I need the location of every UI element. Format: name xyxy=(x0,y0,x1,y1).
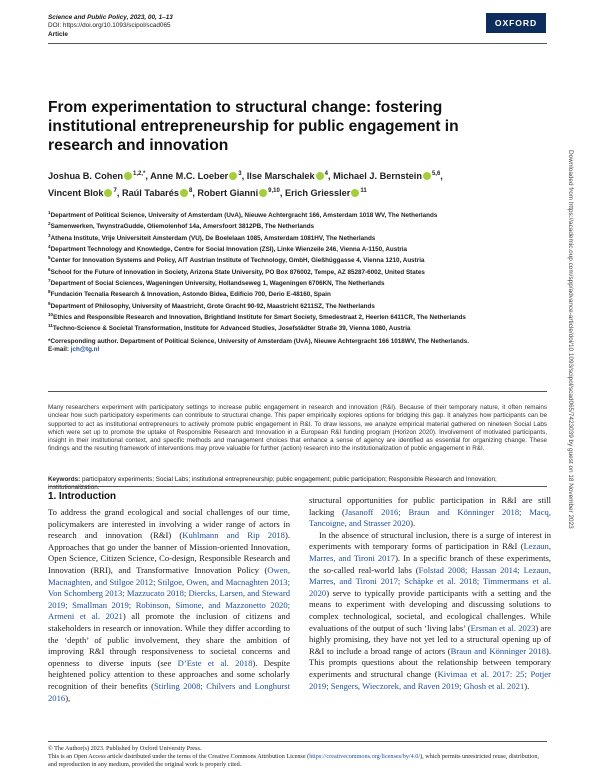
affiliation: $^4$Department Technology and Knowledge, Centre for Social Innovation (ZSI), Linke Wienzeile 246, Vienna A-1150, Austria xyxy=(48,244,408,254)
citation-link[interactable]: Kivimaa et al. 2017: 25; Potjer 2019; Sengers, Wieczorek, and Raven 2019; Ghosh et al. 2021 xyxy=(309,668,551,691)
abstract-bottom-rule xyxy=(48,486,547,487)
author-affil-ref: 5,6 xyxy=(431,171,441,177)
keywords: Keywords: participatory experiments; Social Labs; institutional entrepreneurship; public engagement; public participation; Responsible Research and Innovation; institutionalization. xyxy=(48,476,497,492)
citation-link[interactable]: Ersman et al. 2023 xyxy=(470,622,536,633)
affiliations xyxy=(48,209,548,354)
download-sidebar xyxy=(566,150,576,710)
orcid-icon[interactable] xyxy=(316,172,324,180)
author-name[interactable]: Anne M.C. Loeber xyxy=(150,171,229,182)
journal-header xyxy=(48,14,173,40)
article-type: Article xyxy=(48,31,68,39)
author-name[interactable]: Raúl Tabarés xyxy=(121,187,179,198)
abstract: Many researchers experiment with participatory settings to increase public engagement in research and innovation (R&I). Because of their temporary nature, it often remains unclear how such participatory experiments can contribute to structural change. This paper empirically explores options for bridging this gap. It analyzes how participants can be supported to act as institutional entrepreneurs to actively promote public engagement in R&I. To draw lessons, we analyze empirical material gathered on nineteen Social Labs which were set up to promote the uptake of Responsible Research and Innovation in a European R&I funding program (Horizon 2020). Involvement of motivated participants, insight in their institutional context, and specific methods and management choices that enhance a sense of agency are identified as essential for organizing change. These findings and the resulting framework of interventions may prove valuable for further (action) research into the institutionalization of public engagement in R&I. xyxy=(48,404,547,453)
article-title: From experimentation to structural change: fostering institutional entrepreneurship for public engagement in research and innovation xyxy=(48,99,459,154)
author-name[interactable]: Robert Gianni xyxy=(197,187,259,198)
license-link[interactable]: https://creativecommons.org/licenses/by/4.0/ xyxy=(309,753,421,761)
orcid-icon[interactable] xyxy=(351,189,359,197)
author-affil-ref: 7 xyxy=(113,187,117,194)
paragraph: structural opportunities for public participation in R&I are still lacking (Jasanoff 2016; Braun and Könninger 2018; Macq, Tancoigne, and Strasser 2020). xyxy=(309,495,551,529)
citation-link[interactable]: Lezaun, Marres, and Tironi 2017 xyxy=(309,541,551,563)
author-name[interactable]: Ilse Marschalek xyxy=(246,171,315,182)
author-name[interactable]: Joshua B. Cohen xyxy=(48,171,124,182)
affiliation: $^6$School for the Future of Innovation in Society, Arizona State University, PO Box 876002, Tempe, AZ 85287-6002, United States xyxy=(48,266,425,276)
author-affil-ref: 8 xyxy=(188,187,193,194)
abstract-top-rule xyxy=(48,391,547,392)
download-note: Downloaded from https://academic.oup.com/spp/advance-article/doi/10.1093/scipol/scad065/7423039 by guest on 18 November 2023 xyxy=(567,150,574,529)
author-name[interactable]: Erich Griessler xyxy=(284,187,351,198)
citation-link[interactable]: Stirling 2008; Chilvers and Longhurst 2016 xyxy=(48,680,290,703)
orcid-icon[interactable] xyxy=(423,172,431,180)
email-link[interactable]: jch@tg.nl xyxy=(70,346,100,354)
citation-link[interactable]: Jasanoff 2016; Braun and Könninger 2018; Macq, Tancoigne, and Strasser 2020 xyxy=(309,506,551,529)
section-heading: 1. Introduction xyxy=(48,491,117,502)
email-line: E-mail: jch@tg.nl xyxy=(48,346,100,354)
license-text: This is an Open Access article distributed under the terms of the Creative Commons Attribution License (https://creativecommons.org/licenses/by/4.0/), which permits unrestricted reuse, distribution, and reproduction in any medium, provided the original work is properly cited. xyxy=(48,753,540,769)
affiliation: $^2$Samenwerken, TwynstraGudde, Oliemolenhof 14a, Amersfoort 3812PB, The Netherlands xyxy=(48,221,315,231)
orcid-icon[interactable] xyxy=(229,172,237,180)
header-rule xyxy=(48,43,547,44)
affiliation: $^9$Department of Philosophy, University of Maastricht, Grote Gracht 90-92, Maastricht 6211SZ, The Netherlands xyxy=(48,300,375,310)
right-column xyxy=(309,495,551,692)
affiliation: $^3$Athena Institute, Vrije Universiteit Amsterdam (VU), De Boelelaan 1085, Amsterdam 1081HV, The Netherlands xyxy=(48,232,376,242)
author-list: Joshua B. Cohen $^{1,2,*}$, Anne M.C. Loeber $^3$, Ilse Marschalek $^4$, Michael J. Bernstein $^{5,6}$, Vincent Blok $^7$, Raúl Tabarés $^8$, Robert Gianni $^{9,10}$, Erich Griessler $^{11}$ xyxy=(48,171,443,198)
author-name[interactable]: Vincent Blok xyxy=(48,187,104,198)
paragraph: In the absence of structural inclusion, there is a surge of interest in experiments with temporary forms of participation in R&I (Lezaun, Marres, and Tironi 2017). In a specific branch of these experiments, the so-called real-world labs (Folstad 2008; Hassan 2014; Lezaun, Marres, and Tironi 2017; Schäpke et al. 2018; Timmermans et al. 2020) serve to typically provide participants with a setting and the means to experiment with developing and discussing solutions to complex technological, societal, and ecological challenges. While evaluations of the output of such ‘living labs’ (Ersman et al. 2023) are highly promising, they have not yet led to a structural opening up of R&I to include a broad range of actors (Braun and Könninger 2018). This prompts questions about the relationship between temporary experiments and structural change (Kivimaa et al. 2017: 25; Potjer 2019; Sengers, Wieczorek, and Raven 2019; Ghosh et al. 2021). xyxy=(309,529,552,691)
journal-citation: Science and Public Policy, 2023, 00, 1–13 xyxy=(48,14,173,21)
footer-rule xyxy=(48,741,547,742)
affiliation: $^{11}$Techno-Science & Societal Transformation, Institute for Advanced Studies, Josefstädter Straße 39, Vienna 1080, Austria xyxy=(48,323,411,333)
paragraph: To address the grand ecological and social challenges of our time, policymakers are interested in involving a wider range of actors in research and innovation (R&I) (Kuhlmann and Rip 2018). Approaches that go under the banner of Mission-oriented Innovation, Open Science, Citizen Science, Co-design, Responsible Research and Innovation (RRI), and Transformative Innovation Policy (Owen, Macnaghten, and Stilgoe 2012; Stilgoe, Owen, and Macnaghten 2013; Von Schomberg 2013; Mazzucato 2018; Diercks, Larsen, and Steward 2019; Smallman 2019; Robinson, Simone, and Mazzonetto 2020; Armeni et al. 2021) all promote the inclusion of citizens and stakeholders in research or innovation. While they differ according to the ‘depth’ of public involvement, they share the ambition of improving R&I through responsiveness to societal concerns and openness to diverse inputs (see D’Este et al. 2018). Despite heightened policy attention to these approaches and some scholarly recognition of their benefits (Stirling 2008; Chilvers and Longhurst 2016), xyxy=(48,507,291,703)
oxford-logo[interactable]: OXFORD xyxy=(486,13,546,33)
citation-link[interactable]: Kuhlmann and Rip 2018 xyxy=(182,530,285,541)
author-name[interactable]: Michael J. Bernstein xyxy=(333,171,422,182)
doi-link[interactable]: DOI: https://doi.org/10.1093/scipol/scad065 xyxy=(48,22,171,30)
citation-link[interactable]: Folstad 2008; Hassan 2014; Lezaun, Marres, and Tironi 2017; Schäpke et al. 2018; Timmermans et al. 2020 xyxy=(309,564,552,598)
citation-link[interactable]: Owen, Macnaghten, and Stilgoe 2012; Stilgoe, Owen, and Macnaghten 2013; Von Schomberg 2013; Mazzucato 2018; Diercks, Larsen, and Steward 2019; Smallman 2019; Robinson, Simone, and Mazzonetto 2020; Armeni et al. 2021 xyxy=(48,564,290,622)
affiliation: $^8$Fundación Tecnalia Research & Innovation, Astondo Bidea, Edificio 700, Derio E-48160, Spain xyxy=(48,289,331,299)
orcid-icon[interactable] xyxy=(180,189,188,197)
author-affil-ref: 4 xyxy=(324,171,328,177)
affiliation: $^{10}$Ethics and Responsible Research and Innovation, Brightland Institute for Smart Society, Smedestraat 2, Heerlen 6411CR, The Netherlands xyxy=(48,312,466,322)
footer xyxy=(48,745,548,770)
copyright: © The Author(s) 2023. Published by Oxford University Press. xyxy=(48,745,202,752)
affiliation: $^5$Center for Innovation Systems and Policy, AIT Austrian Institute of Technology, GmbH, Gießhüggasse 4, Vienna 1210, Austria xyxy=(48,255,425,265)
affiliation: $^1$Department of Political Science, University of Amsterdam (UvA), Nieuwe Achtergracht 166, Amsterdam 1018 WV, The Netherlands xyxy=(48,210,438,220)
author-affil-ref: 9,10 xyxy=(268,187,280,194)
author-affil-ref: 1,2,* xyxy=(133,171,146,177)
orcid-icon[interactable] xyxy=(259,189,267,197)
citation-link[interactable]: D’Este et al. 2018 xyxy=(177,657,253,668)
left-column xyxy=(48,507,290,704)
corresponding-author: *Corresponding author. Department of Political Science, University of Amsterdam (UvA), Nieuwe Achtergracht 166 1018WV, The Netherlands. xyxy=(48,337,469,345)
author-affil-ref: 3 xyxy=(238,171,242,177)
citation-link[interactable]: Braun and Könninger 2018 xyxy=(450,645,546,656)
affiliation: $^7$Department of Social Sciences, Wageningen University, Hollandseweg 1, Wageningen 6706KN, The Netherlands xyxy=(48,278,385,288)
orcid-icon[interactable] xyxy=(124,172,132,180)
author-affil-ref: 11 xyxy=(360,187,367,194)
orcid-icon[interactable] xyxy=(104,189,112,197)
